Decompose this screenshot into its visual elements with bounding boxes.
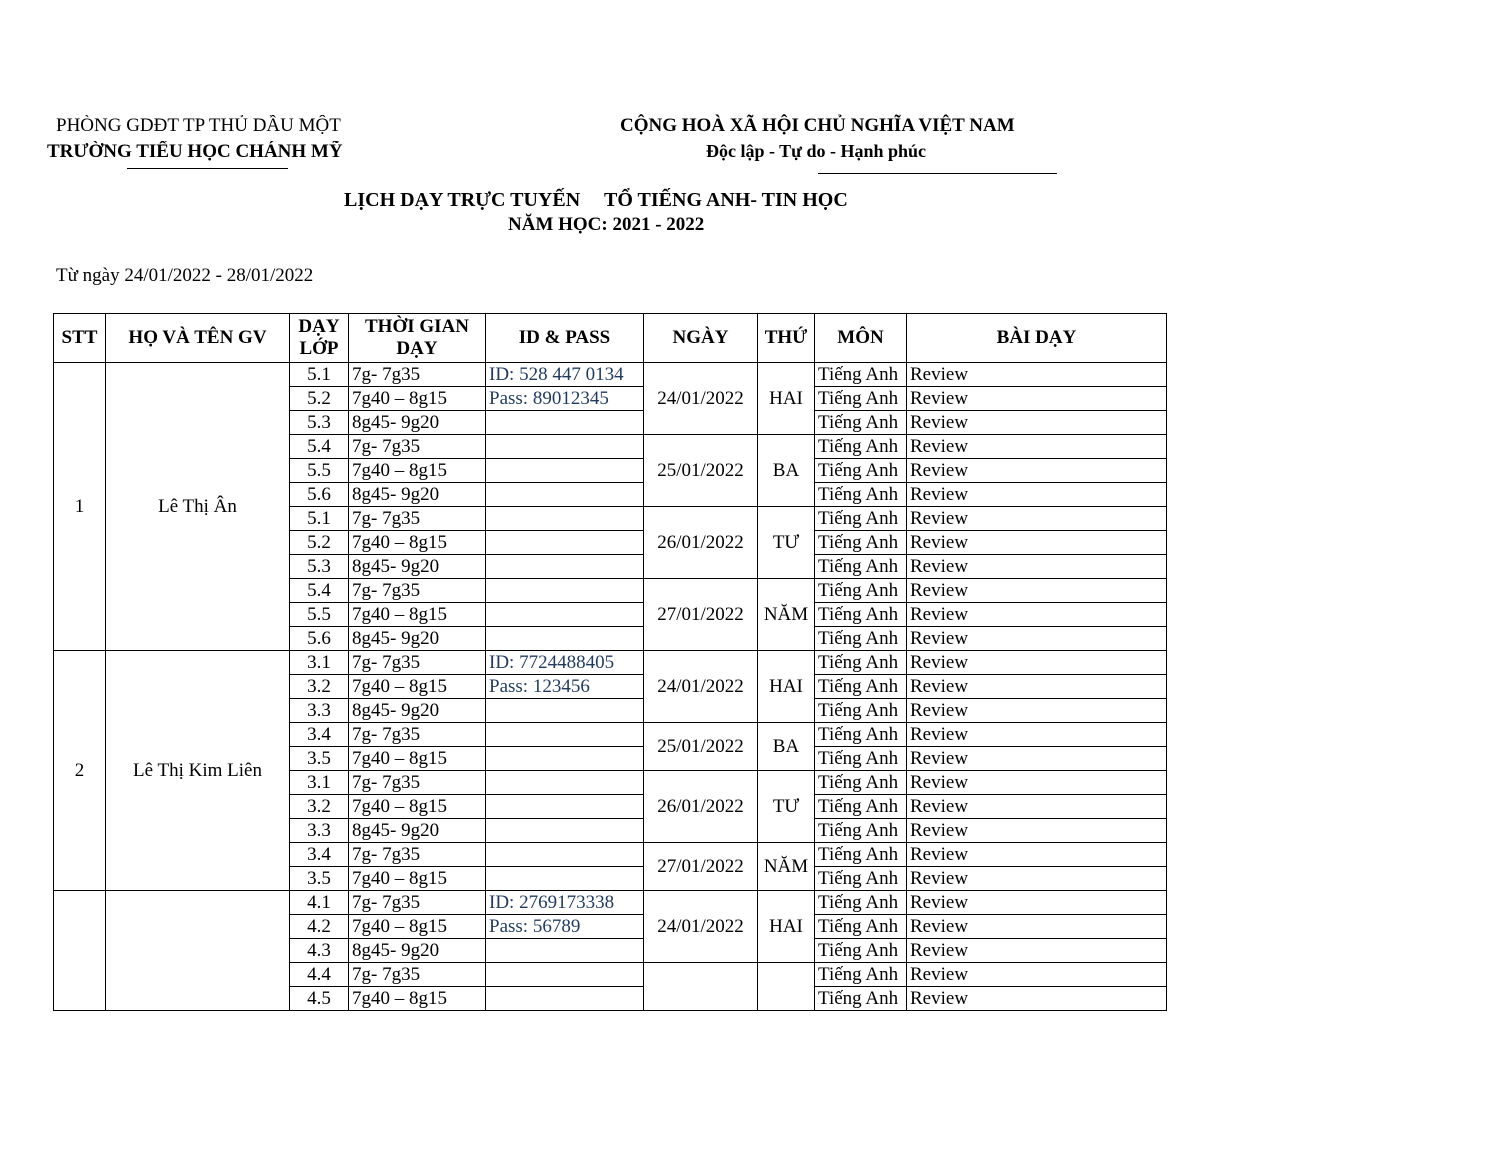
teacher-name-cell [106,891,290,1011]
page-bottom-margin [0,1041,1500,1160]
col-header-weekday: THỨ [758,314,815,363]
date-cell: 25/01/2022 [644,435,758,507]
lesson-cell: Review [907,699,1167,723]
subject-cell: Tiếng Anh [815,531,907,555]
time-cell: 7g40 – 8g15 [349,531,486,555]
time-cell: 8g45- 9g20 [349,411,486,435]
time-cell: 7g- 7g35 [349,363,486,387]
idpass-cell [486,771,644,795]
meeting-id-cell: ID: 2769173338 [486,891,644,915]
lesson-cell: Review [907,675,1167,699]
time-cell: 7g- 7g35 [349,771,486,795]
weekday-cell: TƯ [758,771,815,843]
subject-cell: Tiếng Anh [815,723,907,747]
class-cell: 3.1 [290,651,349,675]
time-cell: 7g- 7g35 [349,723,486,747]
time-cell: 7g- 7g35 [349,507,486,531]
lesson-cell: Review [907,555,1167,579]
time-cell: 7g- 7g35 [349,651,486,675]
idpass-cell [486,603,644,627]
lesson-cell: Review [907,483,1167,507]
idpass-cell [486,723,644,747]
idpass-cell [486,939,644,963]
time-cell: 7g- 7g35 [349,579,486,603]
subject-cell: Tiếng Anh [815,939,907,963]
date-cell: 24/01/2022 [644,651,758,723]
weekday-cell: BA [758,435,815,507]
col-header-time-line2: DẠY [396,338,438,359]
lesson-cell: Review [907,963,1167,987]
subject-cell: Tiếng Anh [815,627,907,651]
idpass-cell [486,867,644,891]
schedule-title: LỊCH DẠY TRỰC TUYẾN [344,189,581,211]
meeting-id-cell: ID: 528 447 0134 [486,363,644,387]
weekday-cell: HAI [758,891,815,963]
class-cell: 3.1 [290,771,349,795]
subject-cell: Tiếng Anh [815,651,907,675]
subject-cell: Tiếng Anh [815,963,907,987]
col-header-date: NGÀY [644,314,758,363]
time-cell: 7g- 7g35 [349,891,486,915]
weekday-cell: NĂM [758,843,815,891]
weekday-cell: TƯ [758,507,815,579]
meeting-pass-cell: Pass: 123456 [486,675,644,699]
idpass-cell [486,819,644,843]
stt-cell: 2 [54,651,106,891]
time-cell: 8g45- 9g20 [349,555,486,579]
idpass-cell [486,507,644,531]
subject-cell: Tiếng Anh [815,771,907,795]
subject-cell: Tiếng Anh [815,915,907,939]
lesson-cell: Review [907,411,1167,435]
time-cell: 7g40 – 8g15 [349,747,486,771]
time-cell: 8g45- 9g20 [349,699,486,723]
lesson-cell: Review [907,651,1167,675]
col-header-class-line2: LỚP [299,338,339,359]
class-cell: 4.1 [290,891,349,915]
time-cell: 7g40 – 8g15 [349,459,486,483]
subject-cell: Tiếng Anh [815,603,907,627]
idpass-cell [486,987,644,1011]
weekday-cell: HAI [758,363,815,435]
date-cell: 26/01/2022 [644,771,758,843]
idpass-cell [486,843,644,867]
time-cell: 7g40 – 8g15 [349,387,486,411]
lesson-cell: Review [907,603,1167,627]
class-cell: 5.2 [290,387,349,411]
idpass-cell [486,747,644,771]
class-cell: 3.4 [290,723,349,747]
lesson-cell: Review [907,915,1167,939]
national-title: CỘNG HOÀ XÃ HỘI CHỦ NGHĨA VIỆT NAM [620,115,1015,136]
lesson-cell: Review [907,363,1167,387]
time-cell: 7g40 – 8g15 [349,867,486,891]
table-row [54,651,1167,675]
subject-cell: Tiếng Anh [815,483,907,507]
time-cell: 7g40 – 8g15 [349,795,486,819]
subject-cell: Tiếng Anh [815,435,907,459]
weekday-cell: NĂM [758,579,815,651]
class-cell: 5.6 [290,483,349,507]
lesson-cell: Review [907,435,1167,459]
subject-cell: Tiếng Anh [815,747,907,771]
motto-underline [818,173,1057,174]
subject-cell: Tiếng Anh [815,363,907,387]
class-cell: 5.3 [290,411,349,435]
class-cell: 5.6 [290,627,349,651]
subject-cell: Tiếng Anh [815,819,907,843]
meeting-pass-cell: Pass: 89012345 [486,387,644,411]
class-cell: 5.3 [290,555,349,579]
idpass-cell [486,699,644,723]
col-header-idpass: ID & PASS [486,314,644,363]
idpass-cell [486,579,644,603]
time-cell: 8g45- 9g20 [349,483,486,507]
lesson-cell: Review [907,819,1167,843]
lesson-cell: Review [907,507,1167,531]
date-cell [644,963,758,1011]
idpass-cell [486,795,644,819]
time-cell: 7g- 7g35 [349,843,486,867]
weekday-cell: BA [758,723,815,771]
schedule-table [53,313,1167,1011]
subject-cell: Tiếng Anh [815,987,907,1011]
date-cell: 26/01/2022 [644,507,758,579]
col-header-class-line1: DẠY [298,316,340,337]
lesson-cell: Review [907,891,1167,915]
table-row [54,363,1167,387]
subject-cell: Tiếng Anh [815,507,907,531]
class-cell: 4.2 [290,915,349,939]
class-cell: 5.1 [290,363,349,387]
col-header-teacher-name: HỌ VÀ TÊN GV [106,314,290,363]
col-header-class [290,314,349,363]
col-header-lesson: BÀI DẠY [907,314,1167,363]
lesson-cell: Review [907,867,1167,891]
subject-cell: Tiếng Anh [815,579,907,603]
time-cell: 7g- 7g35 [349,963,486,987]
class-cell: 3.3 [290,819,349,843]
lesson-cell: Review [907,771,1167,795]
idpass-cell [486,555,644,579]
class-cell: 3.5 [290,867,349,891]
lesson-cell: Review [907,723,1167,747]
col-header-stt: STT [54,314,106,363]
time-cell: 8g45- 9g20 [349,627,486,651]
time-cell: 8g45- 9g20 [349,939,486,963]
date-cell: 27/01/2022 [644,579,758,651]
idpass-cell [486,435,644,459]
class-cell: 4.3 [290,939,349,963]
stt-cell [54,891,106,1011]
col-header-time [349,314,486,363]
lesson-cell: Review [907,843,1167,867]
lesson-cell: Review [907,939,1167,963]
lesson-cell: Review [907,627,1167,651]
col-header-subject: MÔN [815,314,907,363]
idpass-cell [486,483,644,507]
lesson-cell: Review [907,459,1167,483]
idpass-cell [486,963,644,987]
idpass-cell [486,411,644,435]
date-cell: 27/01/2022 [644,843,758,891]
time-cell: 7g40 – 8g15 [349,987,486,1011]
subject-cell: Tiếng Anh [815,867,907,891]
subject-cell: Tiếng Anh [815,387,907,411]
time-cell: 7g- 7g35 [349,435,486,459]
class-cell: 5.5 [290,603,349,627]
weekday-cell: HAI [758,651,815,723]
time-cell: 8g45- 9g20 [349,819,486,843]
subject-cell: Tiếng Anh [815,843,907,867]
subject-cell: Tiếng Anh [815,555,907,579]
class-cell: 3.4 [290,843,349,867]
subject-cell: Tiếng Anh [815,891,907,915]
school-underline [127,168,288,169]
lesson-cell: Review [907,531,1167,555]
department-group-title: TỔ TIẾNG ANH- TIN HỌC [604,189,848,211]
lesson-cell: Review [907,987,1167,1011]
time-cell: 7g40 – 8g15 [349,675,486,699]
time-cell: 7g40 – 8g15 [349,603,486,627]
subject-cell: Tiếng Anh [815,411,907,435]
subject-cell: Tiếng Anh [815,675,907,699]
date-range: Từ ngày 24/01/2022 - 28/01/2022 [56,265,314,286]
subject-cell: Tiếng Anh [815,795,907,819]
school-name: TRƯỜNG TIỂU HỌC CHÁNH MỸ [47,141,343,162]
stt-cell: 1 [54,363,106,651]
date-cell: 25/01/2022 [644,723,758,771]
department-name: PHÒNG GDĐT TP THỦ DẦU MỘT [56,115,341,136]
date-cell: 24/01/2022 [644,363,758,435]
subject-cell: Tiếng Anh [815,699,907,723]
lesson-cell: Review [907,747,1167,771]
col-header-time-line1: THỜI GIAN [365,316,469,337]
meeting-id-cell: ID: 7724488405 [486,651,644,675]
school-year: NĂM HỌC: 2021 - 2022 [508,214,705,235]
table-header-row [54,314,1167,363]
lesson-cell: Review [907,387,1167,411]
idpass-cell [486,459,644,483]
lesson-cell: Review [907,579,1167,603]
date-cell: 24/01/2022 [644,891,758,963]
class-cell: 5.2 [290,531,349,555]
teacher-name-cell: Lê Thị Kim Liên [106,651,290,891]
class-cell: 3.3 [290,699,349,723]
class-cell: 4.4 [290,963,349,987]
class-cell: 5.1 [290,507,349,531]
meeting-pass-cell: Pass: 56789 [486,915,644,939]
idpass-cell [486,627,644,651]
national-motto: Độc lập - Tự do - Hạnh phúc [706,141,927,161]
class-cell: 5.4 [290,579,349,603]
lesson-cell: Review [907,795,1167,819]
class-cell: 3.2 [290,675,349,699]
class-cell: 3.5 [290,747,349,771]
teacher-name-cell: Lê Thị Ân [106,363,290,651]
subject-cell: Tiếng Anh [815,459,907,483]
class-cell: 5.4 [290,435,349,459]
time-cell: 7g40 – 8g15 [349,915,486,939]
class-cell: 5.5 [290,459,349,483]
weekday-cell [758,963,815,1011]
table-row [54,891,1167,915]
class-cell: 4.5 [290,987,349,1011]
class-cell: 3.2 [290,795,349,819]
idpass-cell [486,531,644,555]
